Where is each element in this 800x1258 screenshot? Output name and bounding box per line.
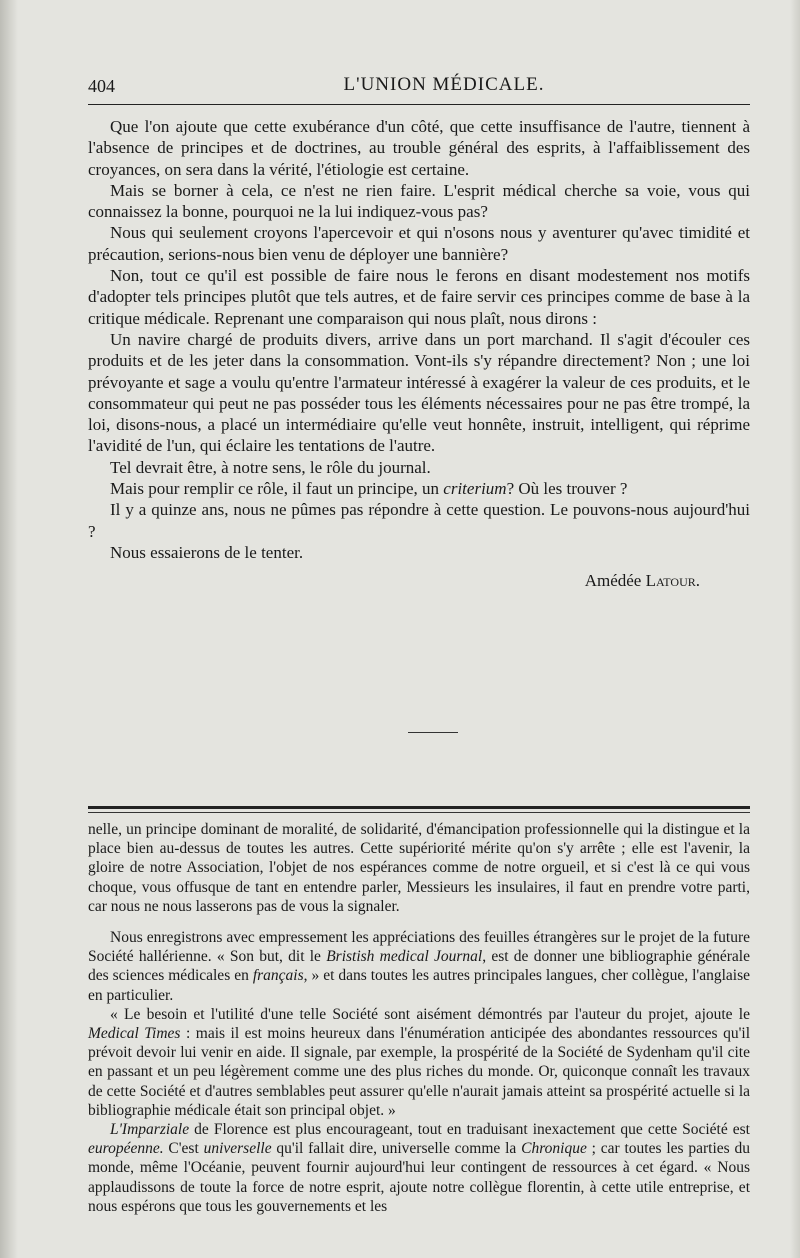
article-paragraph: Tel devrait être, à notre sens, le rôle du journal. bbox=[110, 457, 431, 477]
text-run: , est de donner une bibliographie générale des sciences médicales en bbox=[88, 948, 750, 985]
feuilleton-rule-thick bbox=[88, 806, 750, 809]
question-text-end: ? Où les trouver ? bbox=[506, 479, 628, 499]
feuilleton-paragraph bbox=[88, 1005, 750, 1120]
article-paragraph: Non, tout ce qu'il est possible de faire nous le ferons en disant modestement nos motifs d'adopter tels principes plutôt que tels autres, et de faire servir ces principes comme de base à la critique médicale. Reprenant une comparaison qui nous plaît, nous dirons : bbox=[88, 266, 750, 328]
feuilleton-paragraph: nelle, un principe dominant de moralité, de solidarité, d'émancipation professionnelle qui la distingue et la place bien au-dessus de toutes les autres. Cette supériorité mérite qu'on s'y arrête ; elle est l'avenir, la gloire de notre Association, l'objet de nos espérances comme de notre orgueil, et si c'est là ce qui vous choque, vous offusque de tant en entendre parler, Messieurs les insulaires, il faut en prendre votre parti, car nous ne nous lasserons pas de vous la signaler. bbox=[88, 821, 750, 915]
signature-last-name: Latour. bbox=[645, 571, 700, 591]
text-run: Nous enregistrons avec empressement les appréciations des feuilles étrangères sur le projet de la future Société hallérienne. « Son but, dit le bbox=[88, 929, 750, 966]
main-article bbox=[88, 116, 750, 591]
article-paragraph: Mais se borner à cela, ce n'est ne rien faire. L'esprit médical cherche sa voie, vous qui connaissez la bonne, pourquoi ne la lui indiquez-vous pas? bbox=[88, 180, 750, 222]
article-paragraph: Que l'on ajoute que cette exubérance d'un côté, que cette insuffisance de l'autre, tiennent à l'absence de principes et de doctrines, au trouble général des esprits, à l'affaiblissement des croyances, on sera dans la vérité, l'étiologie est certaine. bbox=[88, 117, 750, 179]
journal-name: Medical Times bbox=[88, 1025, 181, 1043]
article-paragraph: Il y a quinze ans, nous ne pûmes pas répondre à cette question. Le pouvons-nous aujourd'hui ? bbox=[88, 500, 750, 541]
article-paragraph: Nous essaierons de le tenter. bbox=[110, 542, 304, 562]
feuilleton-rule-thin bbox=[88, 812, 750, 813]
text-run: C'est bbox=[163, 1140, 204, 1158]
italic-word: européenne. bbox=[88, 1140, 164, 1158]
text-run: , » et dans toutes les autres principales langues, cher collègue, l'anglaise en particulier. bbox=[88, 967, 750, 1004]
text-run: ; car toutes les parties du monde, même l'Océanie, peuvent fournir aujourd'hui leur contingent de ressources à cet égard. « Nous applaudissons de toute la force de notre esprit, ajoute notre collègue florentin, à cette utile entreprise, et nous espérons que tous les gouvernements et les bbox=[88, 1140, 750, 1215]
feuilleton-paragraph bbox=[88, 1120, 750, 1216]
text-run: : mais il est moins heureux dans l'énumération anticipée des abondantes ressources qu'il prévoit devoir lui venir en aide. Il signale, par exemple, la prospérité de la Société de Sydenham qu'il cite en passant et un peu légèrement comme une des plus riches du monde. Or, quiconque connaît les travaux de cette Société et d'autres semblables peut assurer qu'elle n'aurait jamais atteint sa prospérité actuelle si la bibliographie médicale était son principal objet. » bbox=[88, 1025, 750, 1119]
journal-name: Bristish medical Journal bbox=[326, 948, 483, 966]
question-text: Mais pour remplir ce rôle, il faut un principe, un bbox=[110, 479, 444, 499]
article-paragraph: Un navire chargé de produits divers, arrive dans un port marchand. Il s'agit d'écouler ces produits et de les jeter dans la consommation. Vont-ils s'y répandre directement? Non ; une loi prévoyante et sage a voulu qu'entre l'armateur intéressé à exagérer la valeur de ces produits, et le consommateur qui peut ne pas posséder tous les éléments nécessaires pour ne pas être trompé, la loi, disons-nous, a placé un intermédiaire qu'elle veut honnête, instruit, intelligent, qui réprime l'avidité de l'un, qui éclaire les tentations de l'autre. bbox=[88, 329, 750, 456]
italic-word: français bbox=[252, 967, 304, 985]
page-header bbox=[88, 70, 750, 100]
journal-name: Chronique bbox=[521, 1140, 587, 1158]
page-left-edge bbox=[0, 0, 18, 1258]
feuilleton-section bbox=[88, 820, 750, 1216]
page-number: 404 bbox=[88, 76, 115, 96]
article-end-rule bbox=[408, 732, 458, 733]
italic-word: universelle bbox=[203, 1140, 272, 1158]
text-run: qu'il fallait dire, universelle comme la bbox=[271, 1140, 522, 1158]
text-run: de Florence est plus encourageant, tout en traduisant inexactement que cette Société est bbox=[189, 1121, 750, 1139]
article-question-paragraph bbox=[88, 478, 750, 499]
running-title: L'UNION MÉDICALE. bbox=[343, 74, 545, 95]
question-italic: criterium bbox=[443, 479, 507, 499]
journal-name: L'Imparziale bbox=[110, 1121, 190, 1139]
article-paragraph: Nous qui seulement croyons l'apercevoir et qui n'osons nous y aventurer qu'avec timidité et précaution, serions-nous bien venu de déployer une bannière? bbox=[88, 223, 750, 264]
header-rule bbox=[88, 104, 750, 105]
author-signature bbox=[88, 571, 750, 591]
page-right-edge bbox=[790, 0, 800, 1258]
signature-first-name: Amédée bbox=[584, 571, 646, 591]
text-run: « Le besoin et l'utilité d'une telle Société sont aisément démontrés par l'auteur du projet, ajoute le bbox=[110, 1005, 750, 1023]
feuilleton-paragraph bbox=[88, 928, 750, 1005]
